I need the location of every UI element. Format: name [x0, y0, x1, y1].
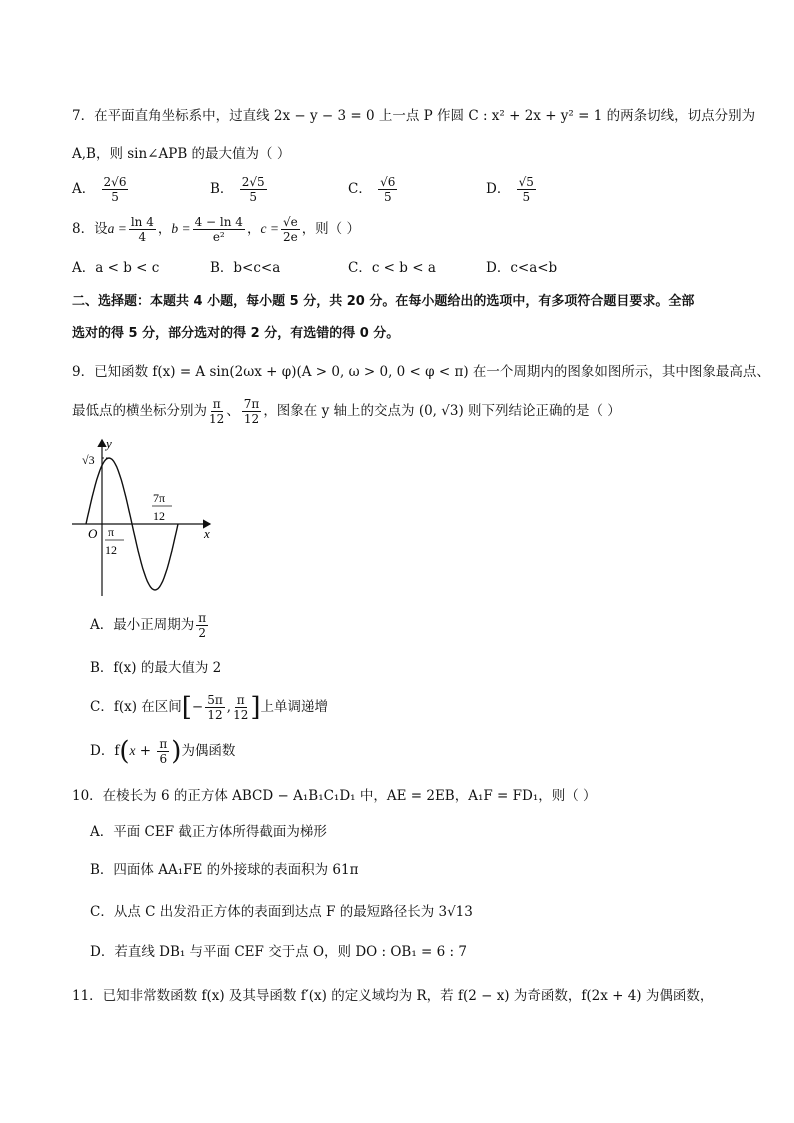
q9-line1: 9．已知函数 f(x) = A sin(2ωx + φ)(A > 0, ω > 0, 0 < φ < π) 在一个周期内的图象如图所示，其中图象最高点、	[72, 364, 770, 380]
origin-label: O	[88, 526, 98, 541]
q7-option-a	[72, 176, 130, 203]
q10-option-b: B．四面体 AA₁FE 的外接球的表面积为 61π	[90, 862, 359, 878]
q10-option-c: C．从点 C 出发沿正方体的表面到达点 F 的最短路径长为 3√13	[90, 904, 473, 920]
fraction-den: 5	[249, 190, 257, 204]
fraction-den: 5	[111, 190, 119, 204]
q8-c-lhs: c =	[260, 221, 279, 236]
fraction-den: 4	[138, 230, 147, 244]
fraction-num: √5	[518, 175, 534, 189]
q8-stem: 8．设a = $\frac{\ln 4}{4}$ ，b = $\frac{4 - \ln 4}{\text{e²}}$ ，c = $\frac{√e}{2e}$ ，则（ ）	[72, 215, 360, 244]
q7-option-d	[486, 176, 538, 203]
fraction-num: √6	[380, 175, 396, 189]
q8-prefix: 8．设	[72, 221, 108, 237]
section-heading-line2: 选对的得 5 分，部分选对的得 2 分，有选错的得 0 分。	[72, 326, 400, 341]
x-axis-label: x	[204, 526, 210, 541]
q8-b-lhs: b =	[171, 221, 191, 236]
fraction-num: 4 − ln 4	[194, 215, 243, 229]
option-label: C．	[348, 181, 372, 197]
q9-option-c: C．f(x) 在区间[− $\frac{5\pi}{12}$ , $\frac{\pi}{12}$ ]上单调递增	[90, 692, 328, 723]
fraction-den: 12	[207, 708, 223, 722]
option-label: A．	[72, 181, 96, 197]
q7-option-b	[210, 176, 269, 203]
fraction-den: 2e	[282, 230, 298, 244]
q9-line2	[72, 398, 621, 425]
fraction-den: 5	[383, 190, 392, 204]
q9-option-a	[90, 612, 210, 639]
option-text: D．f	[90, 743, 120, 759]
q10-stem: 10．在棱长为 6 的正方体 ABCD − A₁B₁C₁D₁ 中，AE = 2EB，A₁F = FD₁，则（ ）	[72, 788, 597, 804]
q8-option-b: B．b<c<a	[210, 260, 281, 276]
fraction-num: 2√5	[241, 175, 265, 189]
x1-tick-den: 12	[105, 543, 117, 557]
q8-suffix: ，则（ ）	[301, 221, 360, 237]
q7-line2: A,B，则 sin∠APB 的最大值为（ ）	[72, 146, 291, 162]
option-text-post: 上单调递增	[260, 699, 328, 715]
q9-line2-pre: 最低点的横坐标分别为	[72, 403, 207, 419]
fraction-den: 12	[209, 412, 225, 426]
fraction-num: π	[198, 611, 207, 625]
fraction-num: 7π	[243, 397, 260, 411]
q11-stem: 11．已知非常数函数 f(x) 及其导函数 f′(x) 的定义域均为 R，若 f(2 − x) 为奇函数，f(2x + 4) 为偶函数，	[72, 988, 714, 1004]
q8-a-lhs: a =	[107, 221, 127, 236]
q9-sep: 、	[226, 403, 240, 419]
option-text-post: 为偶函数	[181, 743, 236, 759]
fraction-num: π	[236, 693, 245, 707]
y-axis-label: y	[106, 436, 112, 451]
q9-option-b: B．f(x) 的最大值为 2	[90, 660, 222, 676]
fraction-den: 12	[233, 708, 249, 722]
q9-sine-graph	[68, 434, 218, 602]
fraction-den: e²	[212, 230, 225, 244]
fraction-num: √e	[282, 215, 298, 229]
x2-tick-den: 12	[153, 509, 165, 523]
fraction-num: π	[159, 737, 168, 751]
fraction-num: 2√6	[103, 175, 127, 189]
option-label: D．	[486, 181, 511, 197]
q7-line1: 7．在平面直角坐标系中，过直线 2x − y − 3 = 0 上一点 P 作圆 C : x² + 2x + y² = 1 的两条切线，切点分别为	[72, 108, 756, 124]
q7-option-c	[348, 176, 399, 203]
q9-option-d: D．f(x + $\frac{\pi}{6}$ )为偶函数	[90, 736, 236, 767]
option-text: C．f(x) 在区间	[90, 699, 182, 715]
q10-option-a: A．平面 CEF 截正方体所得截面为梯形	[90, 824, 327, 840]
section-heading-line1: 二、选择题：本题共 4 小题，每小题 5 分，共 20 分。在每小题给出的选项中，有多项符合题目要求。全部	[72, 294, 695, 309]
q8-option-c: C．c < b < a	[348, 260, 436, 276]
fraction-num: ln 4	[130, 215, 154, 229]
q8-option-d: D．c<a<b	[486, 260, 558, 276]
fraction-den: 12	[243, 412, 260, 426]
x2-tick-num: 7π	[153, 491, 166, 505]
fraction-den: 6	[159, 752, 168, 766]
fraction-num: 5π	[207, 693, 223, 707]
q10-option-d: D．若直线 DB₁ 与平面 CEF 交于点 O，则 DO : OB₁ = 6 : 7	[90, 944, 467, 960]
option-text: A．最小正周期为	[90, 617, 195, 633]
fraction-den: 2	[198, 626, 207, 640]
fraction-den: 5	[522, 190, 531, 204]
option-label: B．	[210, 181, 234, 197]
q8-option-a: A．a < b < c	[72, 260, 160, 276]
x1-tick-num: π	[108, 525, 115, 539]
y-tick-label: √3	[82, 453, 95, 467]
fraction-num: π	[212, 397, 221, 411]
q9-line2-post: ，图象在 y 轴上的交点为 (0, √3) 则下列结论正确的是（ ）	[263, 403, 621, 419]
